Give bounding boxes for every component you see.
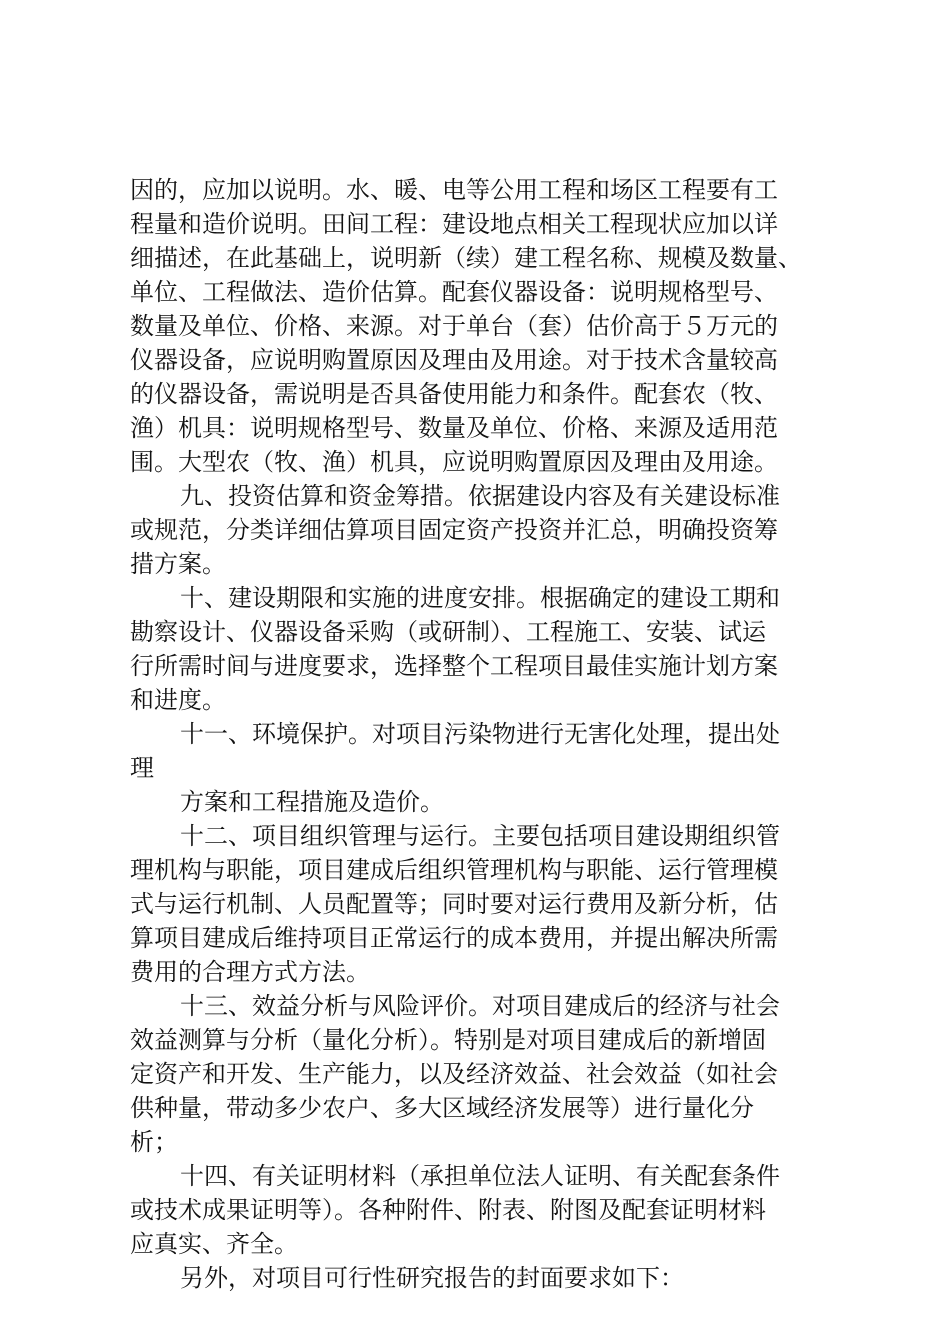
text-line: 数量及单位、价格、来源。对于单台（套）估价高于５万元的 (130, 312, 778, 340)
text-line: 算项目建成后维持项目正常运行的成本费用，并提出解决所需 (130, 924, 778, 952)
text-line: 另外，对项目可行性研究报告的封面要求如下： (180, 1264, 684, 1292)
text-line: 十四、有关证明材料（承担单位法人证明、有关配套条件 (180, 1162, 780, 1190)
text-line: 单位、工程做法、造价估算。配套仪器设备：说明规格型号、 (130, 278, 778, 306)
text-line: 细描述，在此基础上，说明新（续）建工程名称、规模及数量、 (130, 244, 802, 272)
text-line: 和进度。 (130, 686, 226, 714)
text-line: 方案和工程措施及造价。 (180, 788, 444, 816)
text-line: 渔）机具：说明规格型号、数量及单位、价格、来源及适用范 (130, 414, 778, 442)
text-line: 九、投资估算和资金筹措。依据建设内容及有关建设标准 (180, 482, 780, 510)
text-line: 或规范，分类详细估算项目固定资产投资并汇总，明确投资筹 (130, 516, 778, 544)
text-line: 理机构与职能，项目建成后组织管理机构与职能、运行管理模 (130, 856, 778, 884)
text-line: 仪器设备，应说明购置原因及理由及用途。对于技术含量较高 (130, 346, 778, 374)
text-line: 围。大型农（牧、渔）机具，应说明购置原因及理由及用途。 (130, 448, 778, 476)
text-line: 的仪器设备，需说明是否具备使用能力和条件。配套农（牧、 (130, 380, 778, 408)
text-line: 析； (130, 1128, 178, 1156)
text-line: 因的，应加以说明。水、暖、电等公用工程和场区工程要有工 (130, 176, 778, 204)
text-line: 费用的合理方式方法。 (130, 958, 370, 986)
text-line: 行所需时间与进度要求，选择整个工程项目最佳实施计划方案 (130, 652, 778, 680)
text-line: 十三、效益分析与风险评价。对项目建成后的经济与社会 (180, 992, 780, 1020)
text-line: 理 (130, 754, 154, 782)
text-line: 十二、项目组织管理与运行。主要包括项目建设期组织管 (180, 822, 780, 850)
text-line: 程量和造价说明。田间工程：建设地点相关工程现状应加以详 (130, 210, 778, 238)
text-line: 十一、环境保护。对项目污染物进行无害化处理，提出处 (180, 720, 780, 748)
text-line: 式与运行机制、人员配置等；同时要对运行费用及新分析，估 (130, 890, 778, 918)
text-line: 十、建设期限和实施的进度安排。根据确定的建设工期和 (180, 584, 780, 612)
text-line: 措方案。 (130, 550, 226, 578)
text-line: 或技术成果证明等）。各种附件、附表、附图及配套证明材料 (130, 1196, 766, 1224)
text-line: 定资产和开发、生产能力，以及经济效益、社会效益（如社会 (130, 1060, 778, 1088)
text-line: 应真实、齐全。 (130, 1230, 298, 1258)
text-line: 勘察设计、仪器设备采购（或研制）、工程施工、安装、试运 (130, 618, 766, 646)
text-line: 效益测算与分析（量化分析）。特别是对项目建成后的新增固 (130, 1026, 766, 1054)
text-line: 供种量，带动多少农户、多大区域经济发展等）进行量化分 (130, 1094, 754, 1122)
